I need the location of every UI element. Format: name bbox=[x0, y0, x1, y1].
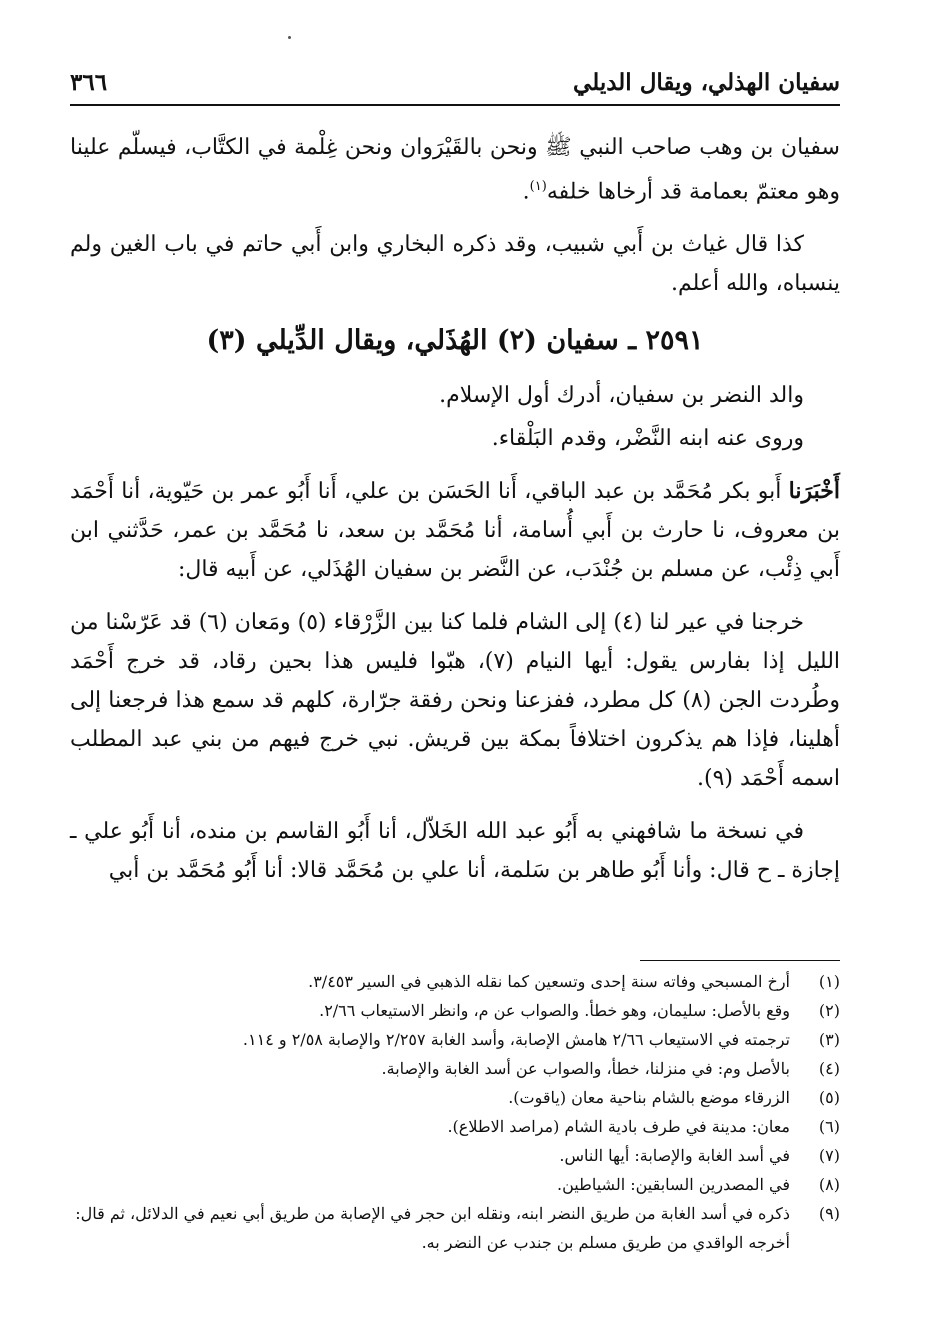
footnote-separator bbox=[640, 960, 840, 961]
paragraph-5: أَخْبَرَنا أَبو بكر مُحَمَّد بن عبد الباقي، أَنا الحَسَن بن علي، أَنا أَبُو عمر بن حَيّوية، أنا أَحْمَد بن معروف، نا حارث بن أَبي أُسامة، أنا مُحَمَّد بن سعد، نا مُحَمَّد بن عمر، حَدَّثني ابن أَبي ذِئْب، عن مسلم بن جُنْدَب، عن النَّضر بن سفيان الهُذَلي، عن أَبيه قال: bbox=[70, 478, 840, 583]
footnote: (٨) في المصدرين السابقين: الشياطين. bbox=[557, 1175, 840, 1194]
page-header bbox=[70, 62, 840, 102]
paragraph-7: في نسخة ما شافهني به أَبُو عبد الله الخَلاّل، أنا أَبُو القاسم بن منده، أنا أَبُو علي ـ إجازة ـ ح قال: وأنا أَبُو طاهر بن سَلمة، أنا علي بن مُحَمَّد قالا: أنا أَبُو مُحَمَّد بن أبي bbox=[70, 819, 840, 884]
paragraph-4: وروى عنه ابنه النَّضْر، وقدم البَلْقاء. bbox=[491, 426, 804, 452]
main-text bbox=[70, 128, 840, 904]
footnote: (٩) ذكره في أسد الغابة من طريق النضر ابنه، ونقله ابن حجر في الإصابة من طريق أبي نعيم في الدلائل، ثم قال: أخرجه الواقدي من طريق مسلم بن جندب عن النضر به. bbox=[75, 1204, 840, 1252]
scan-speck bbox=[288, 36, 291, 39]
footnote: (٥) الزرقاء موضع بالشام بناحية معان (ياقوت). bbox=[508, 1088, 840, 1107]
isnad-lead: أَخْبَرَنا bbox=[788, 478, 840, 505]
header-rule bbox=[70, 104, 840, 106]
paragraph-3: والد النضر بن سفيان، أدرك أول الإسلام. bbox=[439, 383, 804, 409]
footnote: (٢) وقع بالأصل: سليمان، وهو خطأ. والصواب عن م، وانظر الاستيعاب ٢/٦٦. bbox=[319, 1001, 840, 1020]
footnote: (٣) ترجمته في الاستيعاب ٢/٦٦ هامش الإصابة، وأسد الغابة ٢/٢٥٧ والإصابة ٢/٥٨ و ١١٤. bbox=[242, 1030, 840, 1049]
note-ref-1: (١) bbox=[529, 179, 547, 194]
footnote: (٦) معان: مدينة في طرف بادية الشام (مراصد الاطلاع). bbox=[447, 1117, 840, 1136]
paragraph-1: سفيان بن وهب صاحب النبي ﷺ ونحن بالقَيْرَوان ونحن غِلْمة في الكتَّاب، فيسلّم علينا وهو معتمّ بعمامة قد أرخاها خلفه$^{(١)}$. bbox=[70, 135, 840, 205]
footnote: (٤) بالأصل وم: في منزلنا، خطأ، والصواب عن أسد الغابة والإصابة. bbox=[381, 1059, 840, 1078]
running-title: سفيان الهذلي، ويقال الديلي bbox=[573, 68, 840, 96]
paragraph-6: خرجنا في عير لنا (٤) إلى الشام فلما كنا بين الزَّرْقاء (٥) ومَعان (٦) قد عَرّسْنا من الليل إذا بفارس يقول: أيها النيام (٧)، هبّوا فليس هذا بحين رقاد، قد خرج أَحْمَد وطُردت الجن (٨) كل مطرد، ففزعنا ونحن رفقة جرّارة، كلهم قد سمع هذا فرجعنا إلى أهلينا، فإذا هم يذكرون اختلافاً بمكة بين قريش. نبي خرج فيهم من بني عبد المطلب اسمه أَحْمَد (٩). bbox=[70, 610, 841, 792]
footnotes bbox=[70, 960, 840, 1257]
footnote: (٧) في أسد الغابة والإصابة: أيها الناس. bbox=[559, 1146, 840, 1165]
entry-heading: ٢٥٩١ ـ سفيان (٢) الهُذَلي، ويقال الدِّيلي (٣) bbox=[206, 325, 704, 357]
footnote: (١) أرخ المسبحي وفاته سنة إحدى وتسعين كما نقله الذهبي في السير ٣/٤٥٣. bbox=[308, 972, 840, 991]
paragraph-2: كذا قال غياث بن أَبي شبيب، وقد ذكره البخاري وابن أَبي حاتم في باب الغين ولم ينسباه، والله أعلم. bbox=[70, 232, 840, 297]
page-number: ٣٦٦ bbox=[70, 68, 108, 96]
